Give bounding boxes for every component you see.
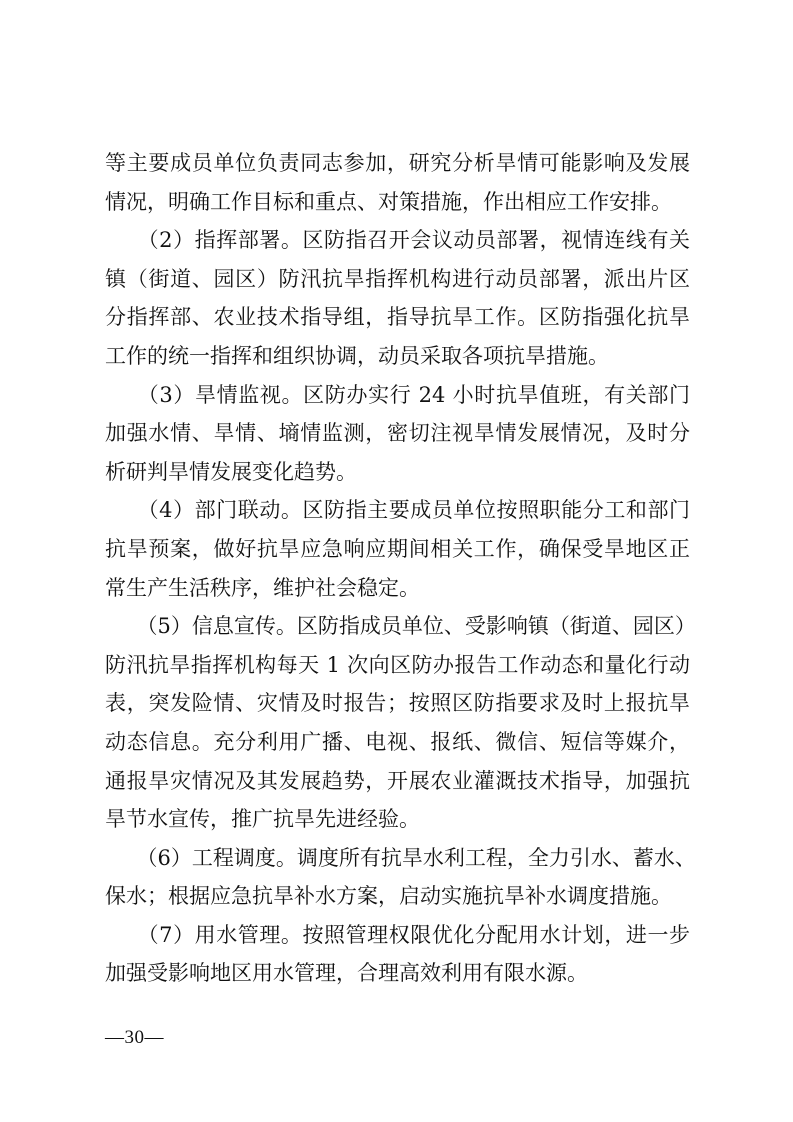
text-line: 加强受影响地区用水管理，合理高效利用有限水源。 <box>105 961 588 986</box>
page-number: —30— <box>105 1027 164 1048</box>
text-line: 工作的统一指挥和组织协调，动员采取各项抗旱措施。 <box>105 343 609 368</box>
text-line: （3）旱情监视。区防办实行 24 小时抗旱值班，有关部门 <box>105 382 690 407</box>
document-body <box>105 144 696 993</box>
text-line: 防汛抗旱指挥机构每天 1 次向区防办报告工作动态和量化行动 <box>105 652 690 677</box>
text-line: 动态信息。充分利用广播、电视、报纸、微信、短信等媒介， <box>105 729 690 754</box>
text-line: 常生产生活秩序，维护社会稳定。 <box>105 575 420 600</box>
text-line: 镇（街道、园区）防汛抗旱指挥机构进行动员部署，派出片区 <box>105 266 690 291</box>
text-line: （4）部门联动。区防指主要成员单位按照职能分工和部门 <box>105 498 690 523</box>
text-line: 保水；根据应急抗旱补水方案，启动实施抗旱补水调度措施。 <box>105 884 672 909</box>
text-line: （7）用水管理。按照管理权限优化分配用水计划，进一步 <box>105 922 690 947</box>
text-line: （5）信息宣传。区防指成员单位、受影响镇（街道、园区） <box>105 614 696 639</box>
text-line: 等主要成员单位负责同志参加，研究分析旱情可能影响及发展 <box>105 151 690 175</box>
text-line: 分指挥部、农业技术指导组，指导抗旱工作。区防指强化抗旱 <box>105 305 690 330</box>
text-line: （2）指挥部署。区防指召开会议动员部署，视情连线有关 <box>105 228 690 253</box>
text-line: 情况，明确工作目标和重点、对策措施，作出相应工作安排。 <box>105 189 672 214</box>
text-line: 加强水情、旱情、墒情监测，密切注视旱情发展情况，及时分 <box>105 421 690 446</box>
text-line: 通报旱灾情况及其发展趋势，开展农业灌溉技术指导，加强抗 <box>105 768 690 793</box>
text-line: （6）工程调度。调度所有抗旱水利工程，全力引水、蓄水、 <box>105 845 696 870</box>
text-line: 表，突发险情、灾情及时报告；按照区防指要求及时上报抗旱 <box>105 691 690 716</box>
text-line: 抗旱预案，做好抗旱应急响应期间相关工作，确保受旱地区正 <box>105 536 690 561</box>
text-line: 旱节水宣传，推广抗旱先进经验。 <box>105 807 420 832</box>
text-line: 析研判旱情发展变化趋势。 <box>105 459 357 484</box>
